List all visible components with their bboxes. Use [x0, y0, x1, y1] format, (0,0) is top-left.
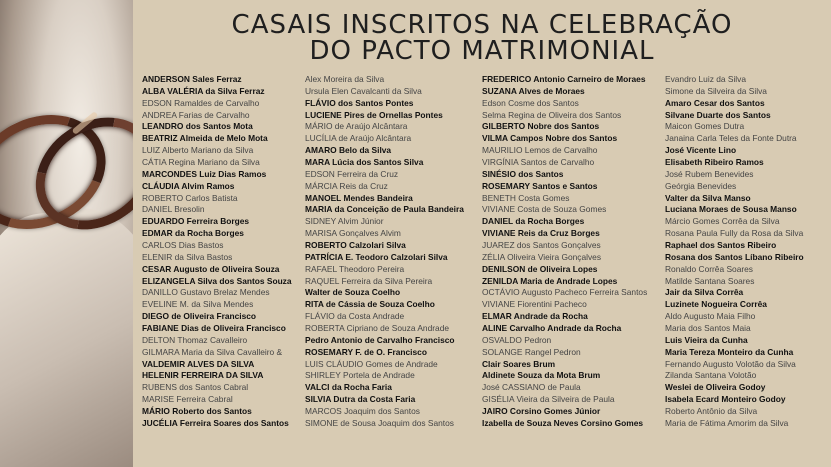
couple-name-entry: ELMAR Andrade da Rocha [482, 311, 588, 322]
couple-name-entry: CLÁUDIA Alvim Ramos [142, 180, 235, 191]
couple-name-entry: SUZANA Alves de Moraes [482, 85, 585, 96]
couple-name-entry: OCTÁVIO Augusto Pacheco Ferreira Santos [482, 287, 648, 298]
couple-name-entry: PATRÍCIA E. Teodoro Calzolari Silva [305, 251, 448, 262]
couple-name-entry: Roberto Antônio da Silva [665, 406, 758, 417]
couple-name-entry: JUAREZ dos Santos Gonçalves [482, 240, 601, 251]
couple-name-entry: Weslei de Oliveira Godoy [665, 382, 766, 393]
couple-name-entry: DELTON Thomaz Cavalleiro [142, 334, 248, 345]
couple-name-entry: Luis Vieira da Cunha [665, 334, 748, 345]
couple-name-entry: CÁTIA Regina Mariano da Silva [142, 157, 260, 168]
couple-name-entry: FLÁVIO dos Santos Pontes [305, 97, 414, 108]
page-title [133, 12, 831, 64]
couple-name-entry: LUCIENE Pires de Ornellas Pontes [305, 109, 443, 120]
couple-name-entry: ANDERSON Sales Ferraz [142, 74, 242, 84]
title-line-2: DO PACTO MATRIMONIAL [309, 36, 655, 66]
names-column-4 [665, 74, 831, 430]
couple-name-entry: Silvane Duarte dos Santos [665, 109, 771, 120]
couple-name-entry: CESAR Augusto de Oliveira Souza [142, 263, 280, 274]
couple-name-entry: DANIEL Bresolin [142, 204, 205, 215]
couple-name-entry: EDSON Ferreira da Cruz [305, 168, 399, 179]
couple-name-entry: SIDNEY Alvim Júnior [305, 216, 384, 227]
couple-name-entry: VIVIANE Costa de Souza Gomes [482, 204, 607, 215]
couple-name-entry: MANOEL Mendes Bandeira [305, 192, 413, 203]
couple-name-entry: FREDERICO Antonio Carneiro de Moraes [482, 74, 646, 84]
couple-name-entry: DANIEL da Rocha Borges [482, 216, 585, 227]
couple-name-entry: JUCÉLIA Ferreira Soares dos Santos [142, 417, 289, 428]
couple-name-entry: DANILLO Gustavo Brelaz Mendes [142, 287, 270, 298]
couple-name-entry: GISÉLIA Vieira da Silveira de Paula [482, 394, 615, 405]
open-book-image [0, 198, 133, 467]
couple-name-entry: BEATRIZ Almeida de Melo Mota [142, 133, 268, 144]
couple-name-entry: Selma Regina de Oliveira dos Santos [482, 109, 622, 120]
couple-name-entry: MARA Lúcia dos Santos Silva [305, 157, 424, 168]
couple-name-entry: ELENIR da Silva Bastos [142, 251, 233, 262]
couple-name-entry: EDUARDO Ferreira Borges [142, 216, 250, 227]
couple-name-entry: Isabela Ecard Monteiro Godoy [665, 394, 786, 405]
couple-name-entry: MÁRCIA Reis da Cruz [305, 180, 388, 191]
couple-name-entry: MÁRIO de Araújo Alcântara [305, 121, 408, 132]
couple-name-entry: MARIA da Conceição de Paula Bandeira [305, 204, 464, 215]
couple-name-entry: LUIS CLÁUDIO Gomes de Andrade [305, 358, 438, 369]
couple-name-entry: Amaro Cesar dos Santos [665, 97, 765, 108]
couple-name-entry: ZÉLIA Oliveira Vieira Gonçalves [482, 251, 602, 262]
couple-name-entry: DIEGO de Oliveira Francisco [142, 311, 257, 322]
couple-name-entry: Matilde Santana Soares [665, 275, 755, 286]
couple-name-entry: EDSON Ramaldes de Carvalho [142, 97, 260, 108]
couple-name-entry: FABIANE Dias de Oliveira Francisco [142, 323, 286, 334]
couple-name-entry: Maria dos Santos Maia [665, 323, 751, 334]
couple-name-entry: Fernando Augusto Volotão da Silva [665, 358, 796, 369]
couple-name-entry: José CASSIANO de Paula [482, 382, 581, 393]
couple-name-entry: Maria Tereza Monteiro da Cunha [665, 346, 794, 357]
couple-name-entry: LEANDRO dos Santos Mota [142, 121, 253, 132]
couple-name-entry: MARCONDES Luiz Dias Ramos [142, 168, 267, 179]
couple-name-entry: Zilanda Santana Volotão [665, 370, 757, 381]
couple-name-entry: Luciana Moraes de Sousa Manso [665, 204, 797, 215]
couple-name-entry: SIMONE de Sousa Joaquim dos Santos [305, 417, 454, 428]
names-column-3 [482, 74, 657, 430]
couple-name-entry: RITA de Cássia de Souza Coelho [305, 299, 435, 310]
couple-name-entry: SOLANGE Rangel Pedron [482, 346, 581, 357]
couple-name-entry: ANDREA Farias de Carvalho [142, 109, 250, 120]
couple-name-entry: Maicon Gomes Dutra [665, 121, 745, 132]
names-column-2 [305, 74, 480, 430]
couple-name-entry: SINÉSIO dos Santos [482, 168, 564, 179]
couple-name-entry: ROSEMARY Santos e Santos [482, 180, 598, 191]
couple-name-entry: MARISE Ferreira Cabral [142, 394, 233, 405]
couple-name-entry: ROBERTO Carlos Batista [142, 192, 238, 203]
couple-name-entry: Izabella de Souza Neves Corsino Gomes [482, 417, 644, 428]
couple-name-entry: FLÁVIO da Costa Andrade [305, 311, 405, 322]
couple-name-entry: Edson Cosme dos Santos [482, 97, 579, 108]
couple-name-entry: RUBENS dos Santos Cabral [142, 382, 249, 393]
couple-name-entry: Elisabeth Ribeiro Ramos [665, 157, 764, 168]
couple-name-entry: BENETH Costa Gomes [482, 192, 570, 203]
couple-name-entry: MARCOS Joaquim dos Santos [305, 406, 420, 417]
couple-name-entry: OSVALDO Pedron [482, 334, 552, 345]
couple-name-entry: ALINE Carvalho Andrade da Rocha [482, 323, 622, 334]
couple-name-entry: Ronaldo Corrêa Soares [665, 263, 753, 274]
couple-name-entry: José Vicente Lino [665, 145, 737, 156]
couple-name-entry: JAIRO Corsino Gomes Júnior [482, 406, 601, 417]
title-line-1: CASAIS INSCRITOS NA CELEBRAÇÃO [231, 10, 733, 40]
couple-name-entry: José Rubem Benevides [665, 168, 754, 179]
couple-name-entry: ZENILDA Maria de Andrade Lopes [482, 275, 618, 286]
couple-name-entry: ROSEMARY F. de O. Francisco [305, 346, 427, 357]
couple-name-entry: SHIRLEY Portela de Andrade [305, 370, 415, 381]
couple-name-entry: Jair da Silva Corrêa [665, 287, 744, 298]
couple-name-entry: DENILSON de Oliveira Lopes [482, 263, 598, 274]
couple-name-entry: Alex Moreira da Silva [305, 74, 385, 84]
couple-name-entry: MÁRIO Roberto dos Santos [142, 406, 252, 417]
couple-name-entry: Pedro Antonio de Carvalho Francisco [305, 334, 455, 345]
couple-name-entry: Janaina Carla Teles da Fonte Dutra [665, 133, 797, 144]
couple-name-entry: MAURILIO Lemos de Carvalho [482, 145, 598, 156]
couple-name-entry: VALDEMIR ALVES DA SILVA [142, 358, 255, 369]
couple-name-entry: Geórgia Benevides [665, 180, 737, 191]
couple-name-entry: Aldo Augusto Maia Filho [665, 311, 756, 322]
couple-name-entry: VILMA Campos Nobre dos Santos [482, 133, 618, 144]
couple-name-entry: Rosana Paula Fully da Rosa da Silva [665, 228, 804, 239]
couple-name-entry: Walter de Souza Coelho [305, 287, 401, 298]
couple-name-entry: Simone da Silveira da Silva [665, 85, 767, 96]
couple-name-entry: VIVIANE Reis da Cruz Borges [482, 228, 600, 239]
couple-name-entry: VALCI da Rocha Faria [305, 382, 392, 393]
couple-name-entry: Aldinete Souza da Mota Brum [482, 370, 601, 381]
wedding-rings-photo [0, 0, 133, 467]
couple-name-entry: MARISA Gonçalves Alvim [305, 228, 401, 239]
couple-name-entry: ALBA VALÉRIA da Silva Ferraz [142, 85, 265, 96]
couple-name-entry: AMARO Belo da Silva [305, 145, 392, 156]
couple-name-entry: Márcio Gomes Corrêa da Silva [665, 216, 780, 227]
couple-name-entry: Evandro Luiz da Silva [665, 74, 747, 84]
couple-name-entry: Clair Soares Brum [482, 358, 556, 369]
couple-name-entry: VIRGÍNIA Santos de Carvalho [482, 157, 595, 168]
couple-name-entry: GILBERTO Nobre dos Santos [482, 121, 600, 132]
couple-name-entry: LUIZ Alberto Mariano da Silva [142, 145, 254, 156]
couple-name-entry: RAQUEL Ferreira da Silva Pereira [305, 275, 433, 286]
couple-name-entry: LUCÍLIA de Araújo Alcântara [305, 133, 412, 144]
couple-name-entry: GILMARA Maria da Silva Cavalleiro & [142, 346, 283, 357]
couple-name-entry: Valter da Silva Manso [665, 192, 751, 203]
couple-name-entry: Luzinete Nogueira Corrêa [665, 299, 767, 310]
couple-name-entry: Rosana dos Santos Líbano Ribeiro [665, 251, 804, 262]
couple-name-entry: EVELINE M. da Silva Mendes [142, 299, 254, 310]
couple-name-entry: CARLOS Dias Bastos [142, 240, 224, 251]
couple-name-entry: EDMAR da Rocha Borges [142, 228, 244, 239]
couple-name-entry: Maria de Fátima Amorim da Silva [665, 417, 789, 428]
couple-name-entry: ROBERTO Calzolari Silva [305, 240, 406, 251]
couple-name-entry: RAFAEL Theodoro Pereira [305, 263, 405, 274]
names-column-1 [142, 74, 317, 430]
couple-name-entry: VIVIANE Fiorentini Pacheco [482, 299, 587, 310]
couple-name-entry: ELIZANGELA Silva dos Santos Souza [142, 275, 292, 286]
couple-name-entry: ROBERTA Cipriano de Souza Andrade [305, 323, 450, 334]
couple-name-entry: HELENIR FERREIRA DA SILVA [142, 370, 264, 381]
couple-name-entry: Ursula Elen Cavalcanti da Silva [305, 85, 422, 96]
couple-name-entry: Raphael dos Santos Ribeiro [665, 240, 777, 251]
couple-name-entry: SILVIA Dutra da Costa Faria [305, 394, 416, 405]
